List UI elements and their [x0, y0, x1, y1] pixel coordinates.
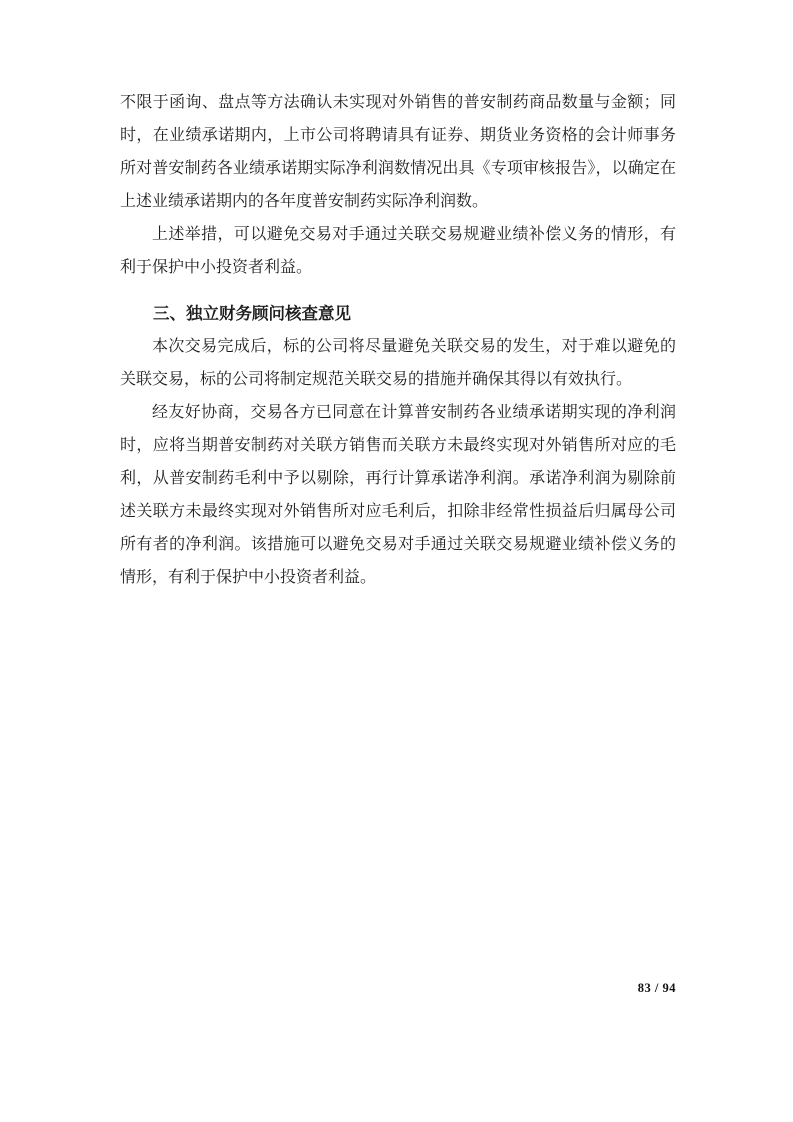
paragraph-measures-summary: 上述举措，可以避免交易对手通过关联交易规避业绩补偿义务的情形，有利于保护中小投资者利益。: [120, 226, 676, 276]
page-number: 83 / 94: [637, 981, 676, 995]
section-heading-advisor-opinion: 三、独立财务顾问核查意见: [153, 304, 351, 323]
paragraph-net-profit-agreement: 经友好协商，交易各方已同意在计算普安制药各业绩承诺期实现的净利润时，应将当期普安制药对关联方销售而关联方未最终实现对外销售所对应的毛利，从普安制药毛利中予以剔除，再行计算承诺净利润。承诺净利润为剔除前述关联方未最终实现对外销售所对应毛利后，扣除非经常性损益后归属母公司所有者的净利润。该措施可以避免交易对手通过关联交易规避业绩补偿义务的情形，有利于保护中小投资者利益。: [120, 404, 676, 586]
paragraph-continuation: 不限于函询、盘点等方法确认未实现对外销售的普安制药商品数量与金额；同时，在业绩承诺期内，上市公司将聘请具有证券、期货业务资格的会计师事务所对普安制药各业绩承诺期实际净利润数情况出具《专项审核报告》，以确定在上述业绩承诺期内的各年度普安制药实际净利润数。: [120, 94, 676, 210]
paragraph-post-transaction: 本次交易完成后，标的公司将尽量避免关联交易的发生，对于难以避免的关联交易，标的公司将制定规范关联交易的措施并确保其得以有效执行。: [120, 338, 676, 388]
document-body: [120, 86, 676, 594]
